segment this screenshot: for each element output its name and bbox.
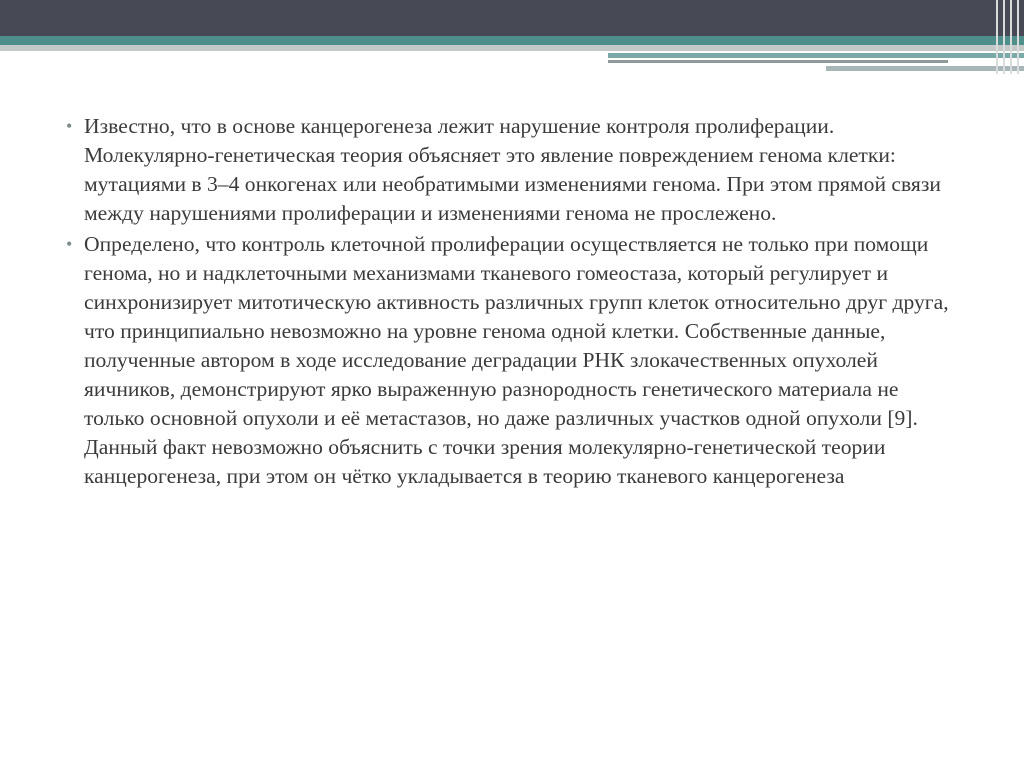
header-vertical-stripe: [996, 0, 998, 74]
header-accent-stripe: [608, 60, 948, 63]
bullet-text: Известно, что в основе канцерогенеза лежит нарушение контроля пролиферации. Молекулярно-генетическая теория объясняет это явление повреждением генома клетки: мутациями в 3–4 онкогенах или необратимыми изменениями генома. При этом прямой связи между нарушениями пролиферации и изменениями генома не прослежено.: [84, 114, 941, 225]
header-teal-band: [0, 36, 1024, 45]
slide-body: [64, 112, 964, 493]
header-grey-band: [0, 45, 1024, 51]
bullet-item: [64, 112, 964, 228]
bullet-dot-icon: •: [66, 234, 73, 254]
header-accent-stripe: [826, 66, 1024, 71]
bullet-text: Определено, что контроль клеточной пролиферации осуществляется не только при помощи генома, но и надклеточными механизмами тканевого гомеостаза, который регулирует и синхронизирует митотическую активность различных групп клеток относительно друг друга, что принципиально невозможно на уровне генома одной клетки. Собственные данные, полученные автором в ходе исследование деградации РНК злокачественных опухолей яичников, демонстрируют ярко выраженную разнородность генетического материала не только основной опухоли и её метастазов, но даже различных участков одной опухоли [9]. Данный факт невозможно объяснить с точки зрения молекулярно-генетической теории канцерогенеза, при этом он чётко укладывается в теорию тканевого канцерогенеза: [84, 232, 949, 488]
header-vertical-stripe: [1010, 0, 1012, 74]
bullet-dot-icon: •: [66, 116, 73, 136]
header-vertical-stripe: [1017, 0, 1019, 74]
header-accent-stripe: [608, 53, 1024, 58]
header-vertical-stripe: [1003, 0, 1005, 74]
bullet-item: [64, 230, 964, 491]
header-dark-band: [0, 0, 1024, 36]
